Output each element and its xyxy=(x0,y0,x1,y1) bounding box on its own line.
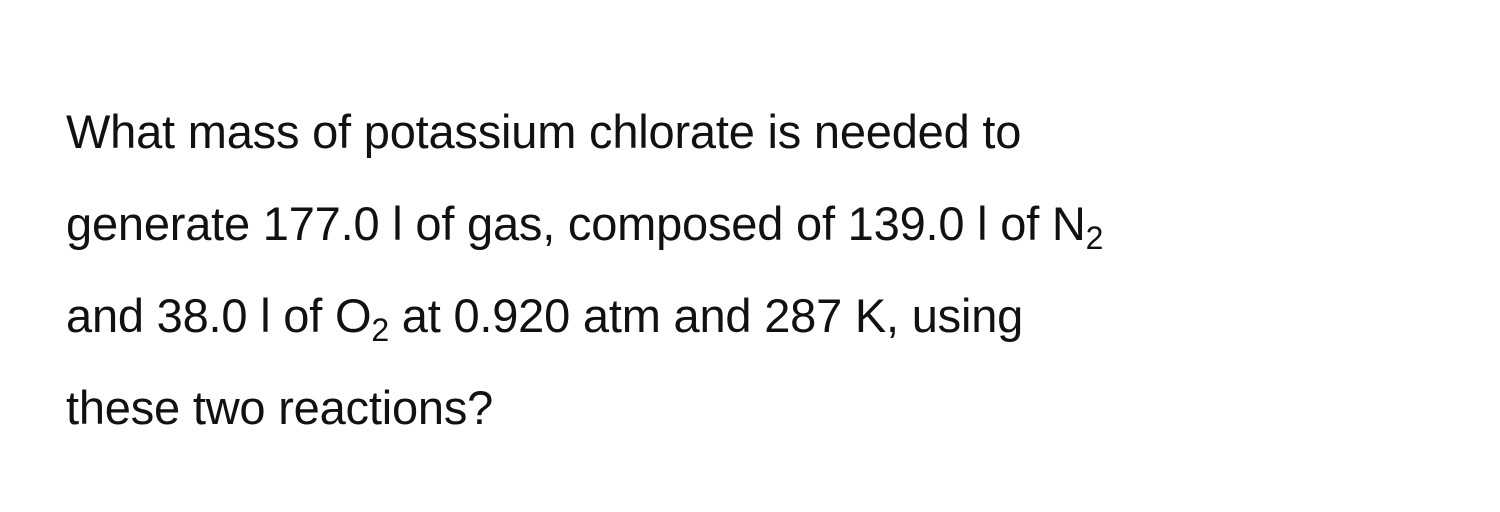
oxygen-subscript: 2 xyxy=(371,312,389,348)
question-line-3-text-a: and 38.0 l of O xyxy=(66,289,372,342)
nitrogen-subscript: 2 xyxy=(1085,220,1104,256)
question-line-2-text: generate 177.0 l of gas, composed of 139.0 l of N xyxy=(66,197,1086,250)
question-line-2 xyxy=(66,178,1446,270)
question-line-1 xyxy=(66,86,1446,178)
question-line-1-text: What mass of potassium chlorate is needed to xyxy=(66,105,1022,158)
question-line-3-text-b: at 0.920 atm and 287 K, using xyxy=(388,289,1024,342)
question-line-3 xyxy=(66,270,1446,362)
question-text xyxy=(66,86,1446,454)
question-line-4-text: these two reactions? xyxy=(66,381,494,434)
question-line-4 xyxy=(66,362,1446,454)
